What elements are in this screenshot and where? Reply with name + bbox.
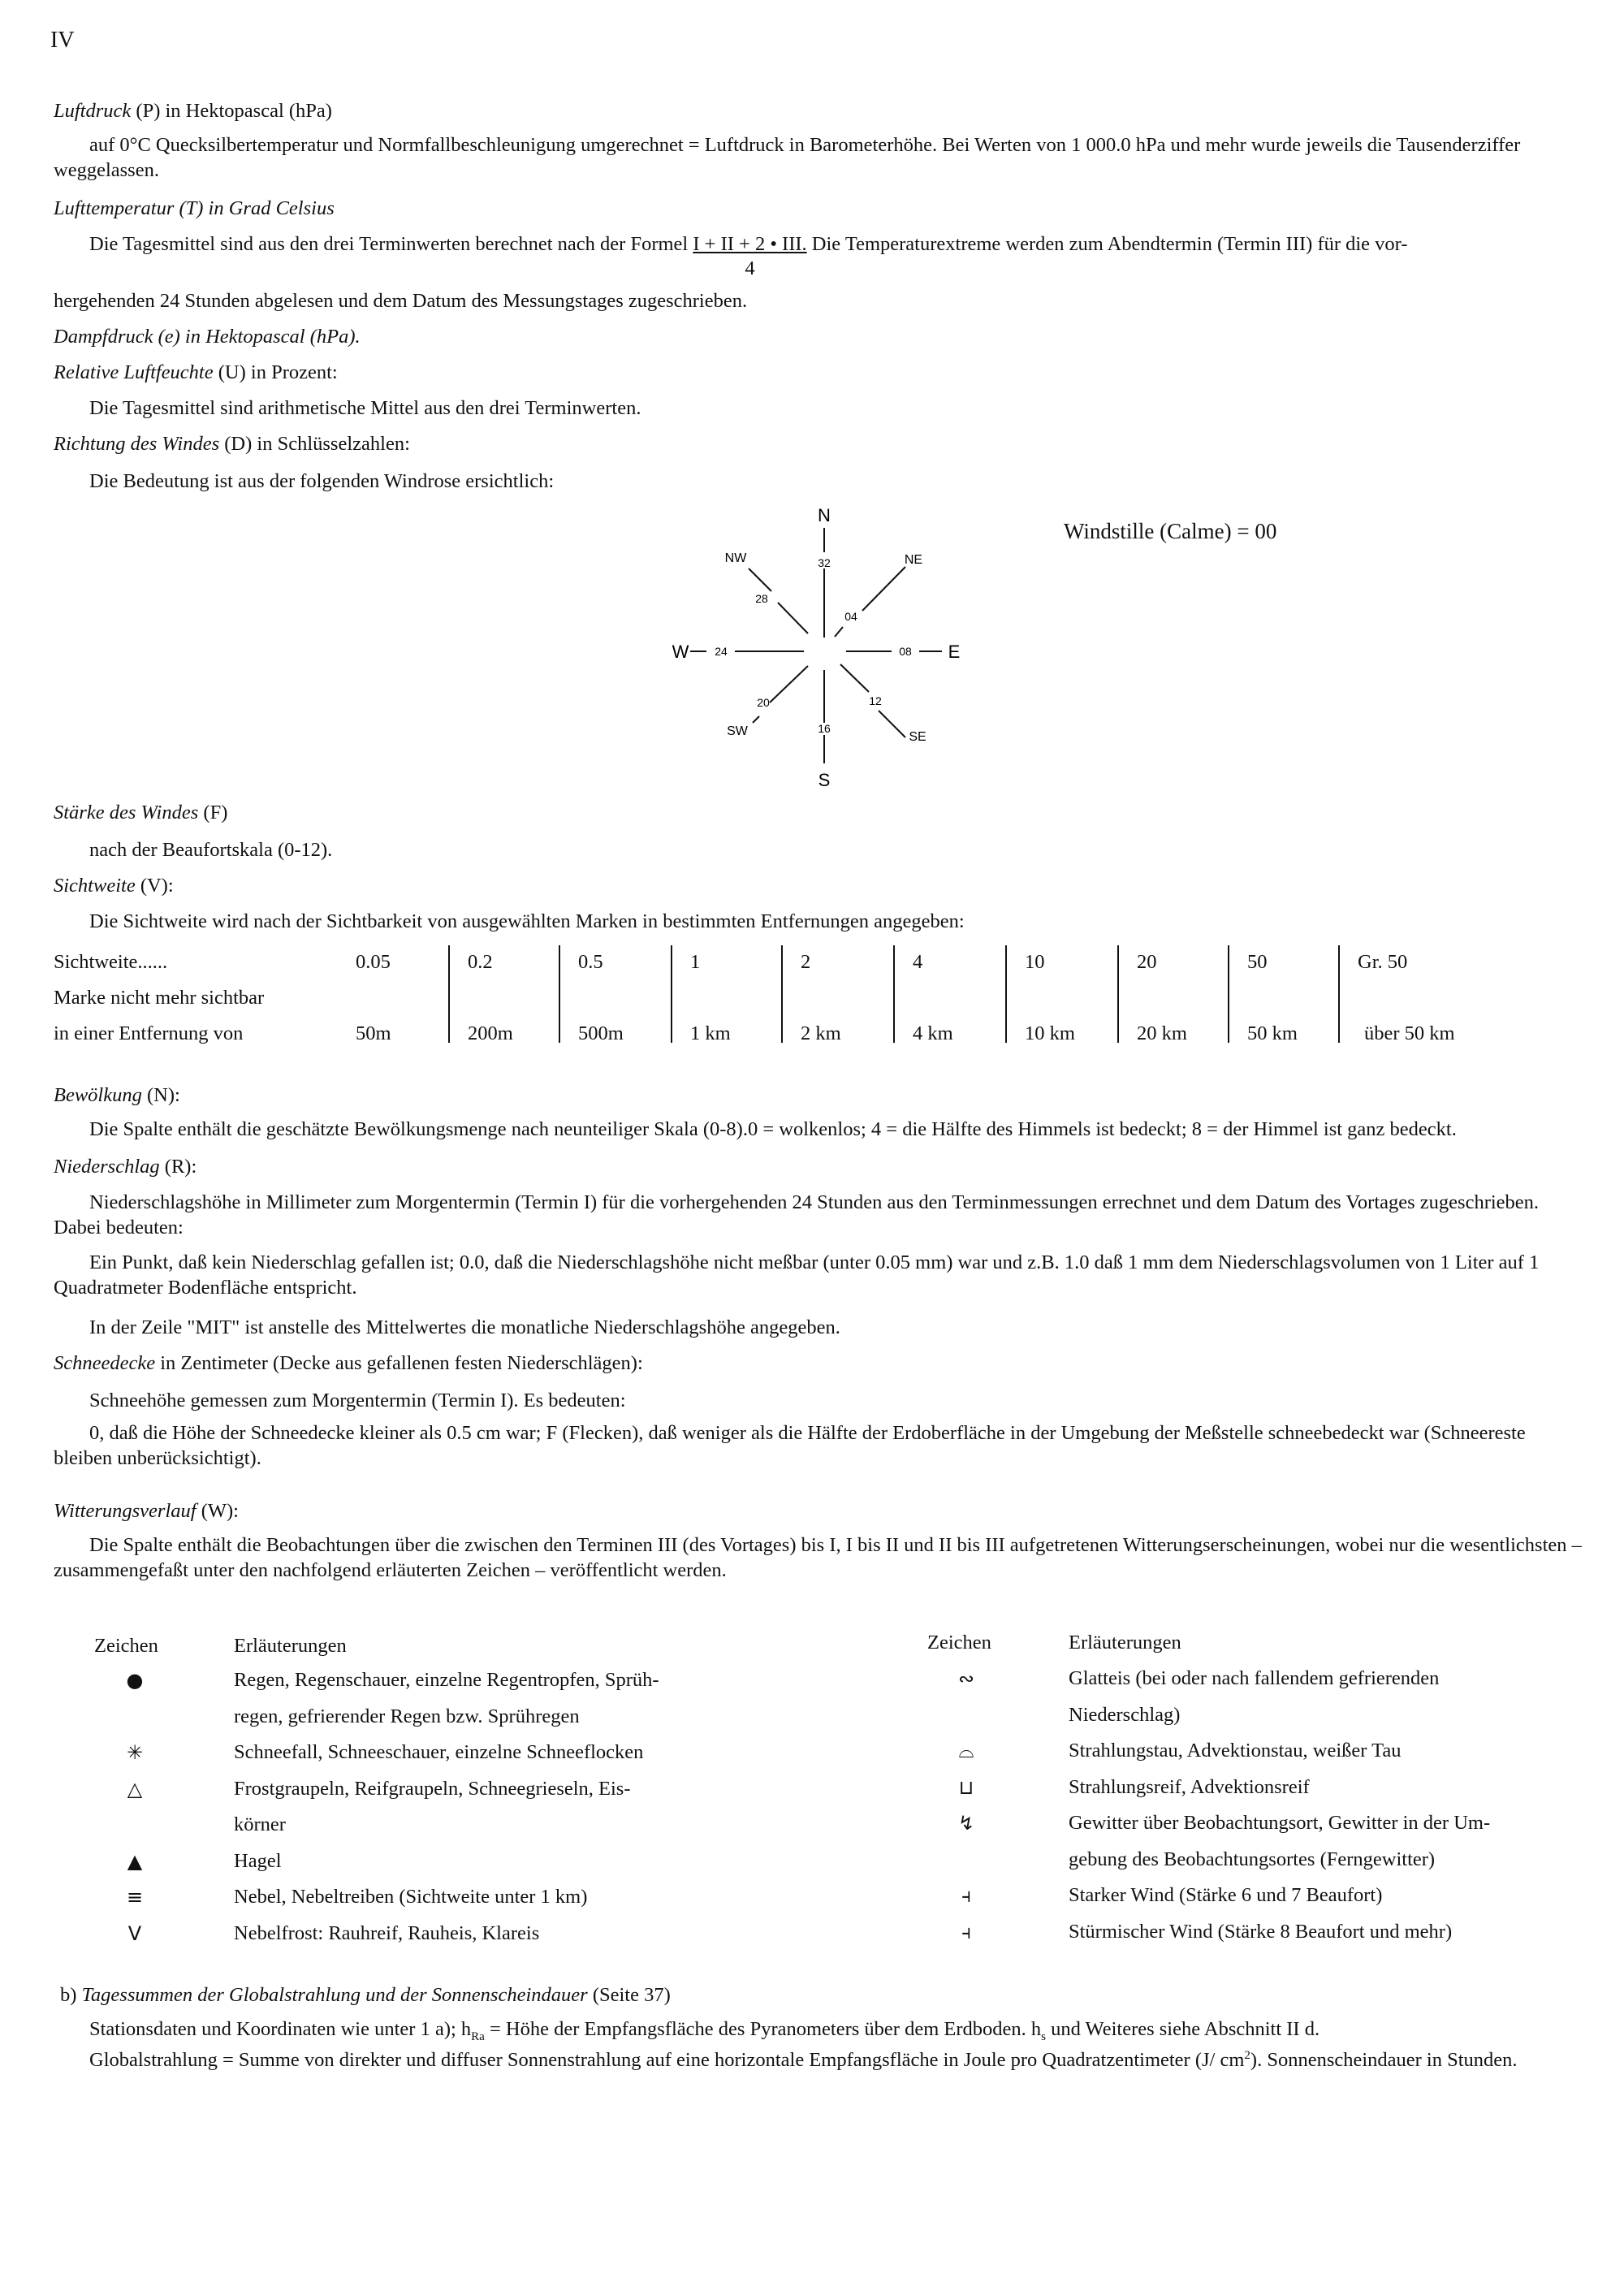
- text-schneedecke-1: Schneehöhe gemessen zum Morgentermin (Termin I). Es bedeuten:: [89, 1390, 626, 1411]
- legend-left-text: Frostgraupeln, Reifgraupeln, Schneegrieseln, Eis-: [234, 1777, 631, 1800]
- text-lufttemperatur-line2: hergehenden 24 Stunden abgelesen und dem Datum des Messungstages zugeschrieben.: [54, 290, 748, 312]
- visibility-code: 2: [801, 951, 811, 973]
- legend-right-text: Niederschlag): [1069, 1703, 1181, 1726]
- legend-right-symbol-icon: ∾: [957, 1667, 975, 1690]
- visibility-code: 0.2: [468, 951, 493, 973]
- visibility-distance: über 50 km: [1364, 1022, 1455, 1044]
- legend-left-symbol-icon: ≡: [126, 1886, 144, 1908]
- rose-label-nw: NW: [724, 551, 747, 565]
- legend-left-text: Regen, Regenschauer, einzelne Regentropfen, Sprüh-: [234, 1669, 659, 1691]
- legend-right-header-erlaeuterungen: Erläuterungen: [1069, 1632, 1181, 1653]
- text-niederschlag-1: Niederschlagshöhe in Millimeter zum Morgentermin (Termin I) für die vorhergehenden 24 Stunden aus den Terminmessungen errechnet und dem Datum des Vortages zugeschrieben. Dabei bedeuten:: [54, 1191, 1540, 1238]
- heading-bewoelkung: Bewölkung (N):: [54, 1084, 180, 1106]
- legend-left-text: Hagel: [234, 1849, 282, 1872]
- rose-label-sw: SW: [727, 724, 748, 738]
- visibility-code: 50: [1247, 951, 1268, 973]
- heading-section-b: b) Tagessummen der Globalstrahlung und der Sonnenscheindauer (Seite 37): [60, 1984, 671, 2006]
- text-luftdruck: auf 0°C Quecksilbertemperatur und Normfallbeschleunigung umgerechnet = Luftdruck in Barometerhöhe. Bei Werten von 1 000.0 hPa und mehr wurde jeweils die Tausenderziffer weggelassen.: [54, 134, 1521, 181]
- visibility-distance: 50 km: [1247, 1022, 1298, 1044]
- visibility-distance: 2 km: [801, 1022, 841, 1044]
- legend-right-symbol-icon: ⫞: [961, 1884, 971, 1907]
- text-sichtweite: Die Sichtweite wird nach der Sichtbarkeit von ausgewählten Marken in bestimmten Entfernungen angegeben:: [89, 910, 965, 932]
- visibility-divider: [1228, 945, 1229, 1043]
- legend-left-header-erlaeuterungen: Erläuterungen: [234, 1635, 347, 1657]
- legend-right-symbol-icon: ⫞: [961, 1920, 971, 1943]
- rose-code-ne: 04: [844, 610, 857, 623]
- visibility-code: 4: [913, 951, 923, 973]
- rose-label-w: W: [672, 642, 689, 662]
- text-niederschlag-2: Ein Punkt, daß kein Niederschlag gefallen ist; 0.0, daß die Niederschlagshöhe nicht meßbar (unter 0.05 mm) war und z.B. 1.0 daß 1 mm dem Niederschlagsvolumen von 1 Liter auf 1 Quadratmeter Bodenfläche entspricht.: [54, 1251, 1540, 1299]
- legend-right-text: Stürmischer Wind (Stärke 8 Beaufort und mehr): [1069, 1920, 1453, 1943]
- legend-left-text: Nebelfrost: Rauhreif, Rauheis, Klareis: [234, 1921, 540, 1944]
- legend-left-symbol-icon: ●: [126, 1669, 144, 1692]
- visibility-distance: 200m: [468, 1022, 513, 1044]
- visibility-distance: 20 km: [1137, 1022, 1187, 1044]
- visibility-code: 1: [690, 951, 701, 973]
- visibility-distance: 10 km: [1025, 1022, 1075, 1044]
- heading-dampfdruck: Dampfdruck (e) in Hektopascal (hPa).: [54, 326, 361, 348]
- legend-left-symbol-icon: △: [127, 1777, 143, 1800]
- legend-right-text: Gewitter über Beobachtungsort, Gewitter in der Um-: [1069, 1812, 1491, 1834]
- rose-label-ne: NE: [904, 553, 923, 567]
- text-lufttemperatur: Die Tagesmittel sind aus den drei Terminwerten berechnet nach der Formel $\frac{\text{I + II + 2 • III.}}{4}$ Die Temperaturextreme werden zum Abendtermin (Termin III) für die vor-: [89, 233, 1408, 279]
- visibility-divider: [1005, 945, 1007, 1043]
- visibility-divider: [671, 945, 672, 1043]
- calm-label: Windstille (Calme) = 00: [1064, 519, 1277, 543]
- visibility-divider: [1117, 945, 1119, 1043]
- legend-left-text: Nebel, Nebeltreiben (Sichtweite unter 1 km): [234, 1886, 588, 1908]
- legend-right-symbol-icon: ⊔: [958, 1775, 974, 1799]
- text-witterung: Die Spalte enthält die Beobachtungen über die zwischen den Terminen III (des Vortages) bis I, I bis II und II bis III aufgetretenen Witterungserscheinungen, wobei nur die wesentlichsten – zusammengefaßt unter den nachfolgend erläuterten Zeichen – veröffentlicht werden.: [54, 1534, 1582, 1581]
- legend-left-text: Schneefall, Schneeschauer, einzelne Schneeflocken: [234, 1741, 644, 1763]
- legend-left-symbol-icon: ▲: [127, 1849, 143, 1873]
- visibility-distance: 500m: [578, 1022, 624, 1044]
- legend-left-text: regen, gefrierender Regen bzw. Sprühregen: [234, 1705, 580, 1727]
- rose-label-s: S: [818, 770, 831, 790]
- temperature-formula: $\frac{\text{I + II + 2 • III.}}{4}$: [693, 233, 807, 279]
- visibility-distance: 4 km: [913, 1022, 953, 1044]
- heading-schneedecke: Schneedecke in Zentimeter (Decke aus gefallenen festen Niederschlägen):: [54, 1352, 643, 1374]
- visibility-divider: [781, 945, 783, 1043]
- text-section-b-1: Stationsdaten und Koordinaten wie unter 1 a); $h_{Ra}$ = Höhe der Empfangsfläche des Pyranometers über dem Erdboden. $h_s$ und Weiteres siehe Abschnitt II d.: [89, 2018, 1320, 2043]
- text-wind-richtung: Die Bedeutung ist aus der folgenden Windrose ersichtlich:: [89, 470, 555, 492]
- visibility-row3-label: in einer Entfernung von: [54, 1022, 244, 1044]
- visibility-divider: [1338, 945, 1340, 1043]
- rose-code-s: 16: [818, 722, 831, 735]
- visibility-code: 0.5: [578, 951, 603, 973]
- heading-witterung: Witterungsverlauf (W):: [54, 1500, 239, 1522]
- legend-right-text: Strahlungstau, Advektionstau, weißer Tau: [1069, 1740, 1402, 1761]
- visibility-table: [54, 940, 1580, 1054]
- visibility-divider: [448, 945, 450, 1043]
- legend-right-text: gebung des Beobachtungsortes (Ferngewitter): [1069, 1848, 1436, 1870]
- rose-label-se: SE: [909, 730, 926, 744]
- text-section-b-2: Globalstrahlung = Summe von direkter und diffuser Sonnenstrahlung auf eine horizontale Empfangsfläche in Joule pro Quadratzentimeter (J/ $cm^2$). Sonnenscheindauer in Stunden.: [89, 2049, 1518, 2072]
- rose-code-se: 12: [869, 694, 882, 707]
- heading-niederschlag: Niederschlag (R):: [54, 1156, 197, 1178]
- legend-right-symbol-icon: ↯: [957, 1812, 975, 1835]
- rose-code-w: 24: [715, 645, 728, 658]
- visibility-code: Gr. 50: [1358, 951, 1408, 973]
- rose-code-nw: 28: [755, 592, 768, 605]
- legend-right-text: Starker Wind (Stärke 6 und 7 Beaufort): [1069, 1884, 1383, 1906]
- text-schneedecke-2: 0, daß die Höhe der Schneedecke kleiner als 0.5 cm war; F (Flecken), daß weniger als die Hälfte der Erdoberfläche in der Umgebung der Meßstelle schneebedeckt war (Schneereste bleiben unberücksichtigt).: [54, 1422, 1526, 1469]
- visibility-code: 10: [1025, 951, 1045, 973]
- text-niederschlag-3: In der Zeile "MIT" ist anstelle des Mittelwertes die monatliche Niederschlagshöhe angegeben.: [89, 1316, 840, 1338]
- text-bewoelkung: Die Spalte enthält die geschätzte Bewölkungsmenge nach neunteiliger Skala (0-8).0 = wolkenlos; 4 = die Hälfte des Himmels ist bedeckt; 8 = der Himmel ist ganz bedeckt.: [89, 1118, 1457, 1140]
- rose-label-n: N: [818, 505, 831, 525]
- heading-luftdruck: Luftdruck (P) in Hektopascal (hPa): [54, 100, 332, 122]
- rose-label-e: E: [948, 642, 961, 662]
- visibility-distance: 1 km: [690, 1022, 731, 1044]
- heading-sichtweite: Sichtweite (V):: [54, 875, 174, 897]
- legend-left-symbol-icon: V: [127, 1921, 142, 1945]
- heading-wind-richtung: Richtung des Windes (D) in Schlüsselzahlen:: [54, 433, 410, 455]
- visibility-code: 20: [1137, 951, 1157, 973]
- rose-code-sw: 20: [757, 696, 770, 709]
- visibility-divider: [893, 945, 895, 1043]
- heading-feuchte: Relative Luftfeuchte (U) in Prozent:: [54, 361, 338, 383]
- visibility-row2-label: Marke nicht mehr sichtbar: [54, 987, 265, 1009]
- visibility-distance: 50m: [356, 1022, 391, 1044]
- rose-code-n: 32: [818, 556, 831, 569]
- heading-lufttemperatur: Lufttemperatur (T) in Grad Celsius: [54, 197, 335, 219]
- visibility-code: 0.05: [356, 951, 391, 973]
- rose-code-e: 08: [899, 645, 912, 658]
- legend-right-symbol-icon: ⌓: [958, 1740, 974, 1762]
- legend-right-text: Strahlungsreif, Advektionsreif: [1069, 1775, 1310, 1798]
- visibility-row1-label: Sichtweite......: [54, 951, 168, 973]
- legend-left-text: körner: [234, 1813, 286, 1835]
- legend-left-symbol-icon: ✳: [126, 1741, 144, 1764]
- visibility-divider: [559, 945, 560, 1043]
- text-feuchte: Die Tagesmittel sind arithmetische Mittel aus den drei Terminwerten.: [89, 397, 641, 419]
- legend-right-text: Glatteis (bei oder nach fallendem gefrierenden: [1069, 1667, 1440, 1689]
- heading-wind-staerke: Stärke des Windes (F): [54, 802, 228, 823]
- wind-rose-diagram: [674, 504, 983, 796]
- legend-left-header-zeichen: Zeichen: [94, 1635, 158, 1657]
- text-wind-staerke: nach der Beaufortskala (0-12).: [89, 839, 333, 861]
- legend-right-header-zeichen: Zeichen: [927, 1632, 991, 1653]
- page-number: IV: [50, 28, 75, 53]
